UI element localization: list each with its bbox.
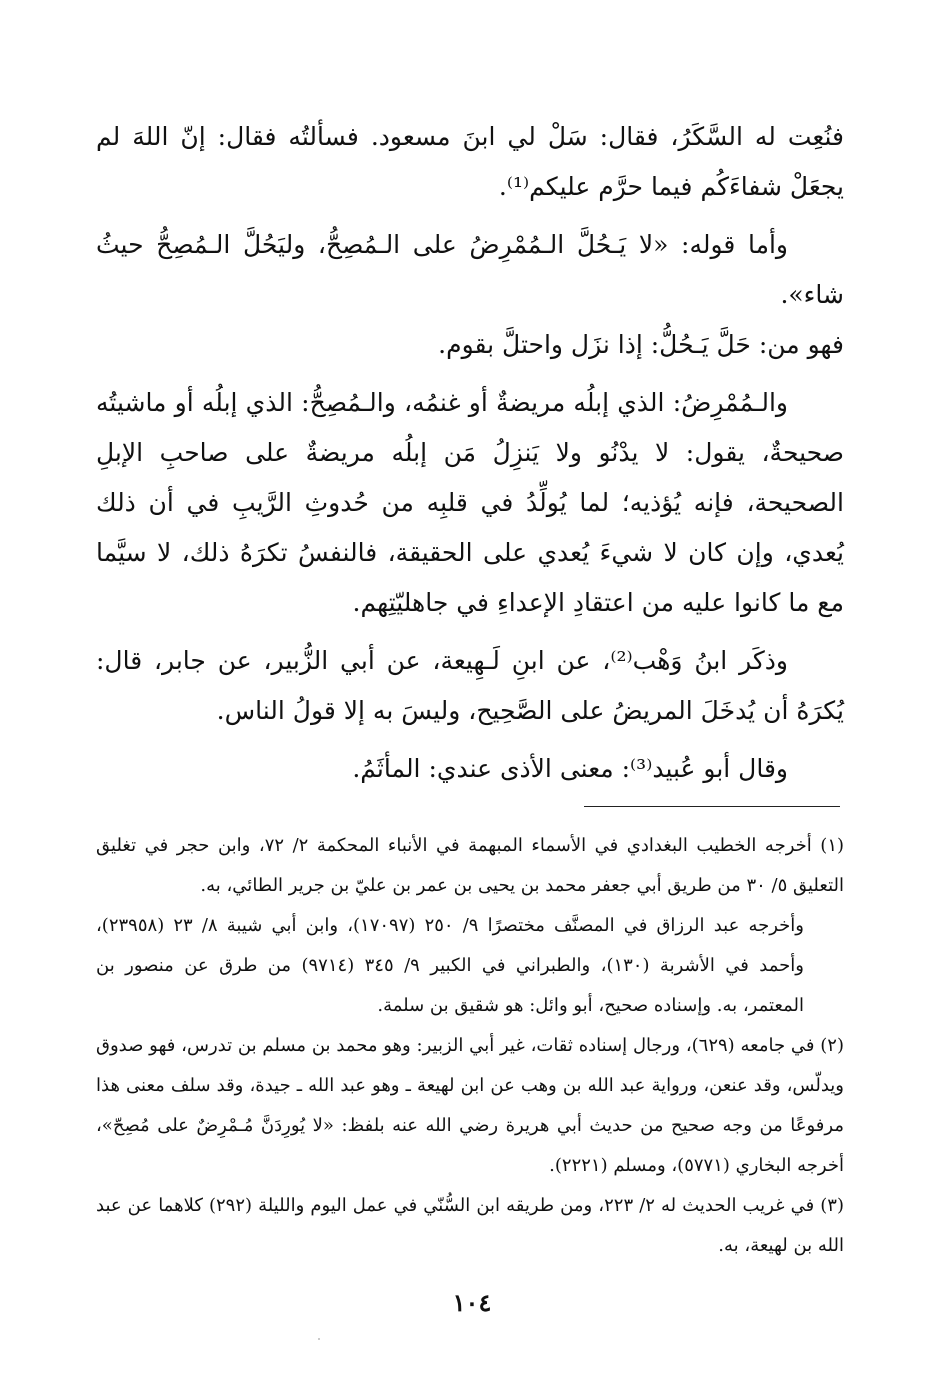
- footnote-divider: [584, 806, 840, 807]
- page-number: ١٠٤: [452, 1288, 492, 1317]
- footnote-3: (٣) في غريب الحديث له ٢/ ٢٢٣، ومن طريقه ابن السُّنّي في عمل اليوم والليلة (٢٩٢) كلاهما عن عبد الله بن لهيعة، به.: [96, 1195, 844, 1256]
- paragraph-4: والـمُمْرِضُ: الذي إبلُه مريضةٌ أو غنمُه، والـمُصِحُّ: الذي إبلُه أو ماشيتُه صحيحةٌ، يقول: لا يدْنُو ولا يَنزِلُ مَن إبلُه مريضةٌ على صاحبِ الإبلِ الصحيحة، فإنه يُؤذيه؛ لما يُولِّدُ في قلبِه من حُدوثِ الرَّيبِ في أن ذلك يُعدي، وإن كان لا شيءَ يُعدي على الحقيقة، فالنفسُ تكرَهُ ذلك، لا سيَّما مع ما كانوا عليه من اعتقادِ الإعداءِ في جاهليّتِهم.: [96, 388, 844, 617]
- paragraph-2: وأما قوله: «لا يَـحُلَّ الـمُمْرِضُ على الـمُصِحُّ، وليَحُلَّ الـمُصِحُّ حيثُ شاء».: [96, 230, 844, 309]
- paragraph-3: فهو من: حَلَّ يَـحُلُّ: إذا نزَل واحتلَّ بقوم.: [438, 330, 844, 359]
- main-text: [96, 112, 844, 794]
- paper-fleck: [318, 1338, 320, 1340]
- footnote-2: (٢) في جامعه (٦٢٩)، ورجال إسناده ثقات، غير أبي الزبير: وهو محمد بن مسلم بن تدرس، فهو صدوق ويدلّس، وقد عنعن، ورواية عبد الله بن وهب عن ابن لهيعة ـ وهو عبد الله ـ جيدة، وقد سلف معنى هذا مرفوعًا من وجه صحيح من حديث أبي هريرة رضي الله عنه بلفظ: «لا يُورِدَنَّ مُـمْرِضٌ على مُصِحّ»، أخرجه البخاري (٥٧٧١)، ومسلم (٢٢٢١).: [96, 1035, 844, 1176]
- footnote-1: (١) أخرجه الخطيب البغدادي في الأسماء المبهمة في الأنباء المحكمة ٢/ ٧٢، وابن حجر في تغليق التعليق ٥/ ٣٠ من طريق أبي جعفر محمد بن يحيى بن عمر بن عليّ بن جرير الطائي، به.: [96, 835, 845, 896]
- footnote-1-continued: وأخرجه عبد الرزاق في المصنَّف مختصرًا ٩/ ٢٥٠ (١٧٠٩٧)، وابن أبي شيبة ٨/ ٢٣ (٢٣٩٥٨)، وأحمد في الأشربة (١٣٠)، والطبراني في الكبير ٩/ ٣٤٥ (٩٧١٤) من طرق عن منصور بن المعتمر، به. وإسناده صحيح، أبو وائل: هو شقيق بن سلمة.: [96, 915, 804, 1016]
- paragraph-1: فنُعِت له السَّكَرُ، فقال: سَلْ لي ابنَ مسعود. فسألتُه فقال: إنّ اللهَ لم يجعَلْ شفاءَكُم فيما حرَّم عليكم⁽¹⁾.: [96, 122, 844, 201]
- paragraph-5: وذكَر ابنُ وَهْب⁽²⁾، عن ابنِ لَـهِيعة، عن أبي الزُّبير، عن جابر، قال: يُكرَهُ أن يُدخَلَ المريضُ على الصَّحِيح، وليسَ به إلا قولُ الناس.: [96, 646, 844, 725]
- paragraph-6: وقال أبو عُبيد⁽³⁾: معنى الأذى عندي: المأثَمُ.: [352, 754, 788, 783]
- footnotes: [96, 826, 844, 1266]
